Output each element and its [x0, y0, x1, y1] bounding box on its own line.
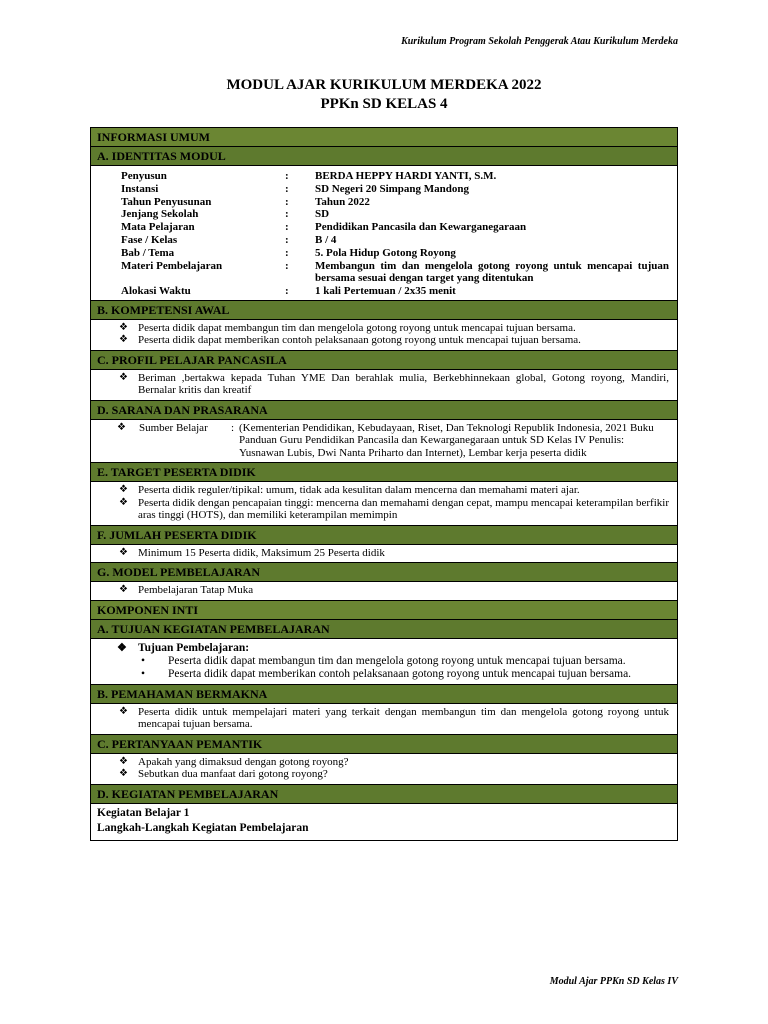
diamond-bullet-icon: ❖: [119, 496, 128, 508]
running-header: Kurikulum Program Sekolah Penggerak Atau Kurikulum Merdeka: [401, 36, 678, 47]
running-footer: Modul Ajar PPKn SD Kelas IV: [549, 976, 678, 987]
pemahaman-content: [91, 704, 677, 735]
diamond-bullet-icon: ❖: [119, 755, 128, 767]
diamond-bullet-icon: ❖: [119, 371, 128, 383]
list-item: ❖ Peserta didik dapat membangun tim dan mengelola gotong royong untuk mencapai tujuan bersama.: [119, 321, 576, 334]
identitas-row: Materi Pembelajaran : Membangun tim dan mengelola gotong royong untuk mencapai tujuan bersama sesuai dengan target yang ditentukan: [121, 259, 669, 285]
section-target-peserta-didik: E. TARGET PESERTA DIDIK: [91, 463, 677, 482]
tujuan-content: [91, 639, 677, 685]
identitas-row: Fase / Kelas : B / 4: [121, 233, 337, 246]
diamond-bullet-icon: ❖: [119, 321, 128, 333]
list-item: ❖ Peserta didik reguler/tipikal: umum, tidak ada kesulitan dalam mencerna dan memahami materi ajar.: [119, 484, 580, 497]
identitas-row: Jenjang Sekolah : SD: [121, 208, 330, 221]
section-model-pembelajaran: G. MODEL PEMBELAJARAN: [91, 563, 677, 582]
identitas-row: Bab / Tema : 5. Pola Hidup Gotong Royong: [121, 246, 456, 259]
list-item: ❖ Sebutkan dua manfaat dari gotong royong?: [119, 768, 328, 781]
target-content: [91, 482, 677, 526]
list-item: ❖ Pembelajaran Tatap Muka: [119, 584, 254, 597]
title-line-2: PPKn SD KELAS 4: [320, 96, 448, 112]
identitas-grid: [91, 166, 677, 301]
section-identitas-modul: A. IDENTITAS MODUL: [91, 147, 677, 166]
identitas-row: Instansi : SD Negeri 20 Simpang Mandong: [121, 182, 470, 195]
identitas-row: Alokasi Waktu : 1 kali Pertemuan / 2x35 menit: [121, 285, 456, 298]
sumber-belajar-value: (Kementerian Pendidikan, Kebudayaan, Riset, Dan Teknologi Republik Indonesia, 2021 Buku Panduan Guru Pendidikan Pancasila dan Kewarganegaraan untuk SD Kelas IV Penulis: Yusnawan Lubis, Dwi Nanta Priharto dan Internet), Lembar kerja peserta didik: [239, 421, 654, 459]
dot-bullet-icon: •: [141, 667, 146, 680]
list-item: ❖ Beriman ,bertakwa kepada Tuhan YME Dan berahlak mulia, Berkebhinnekaan global, Gotong royong, Mandiri, Bernalar kritis dan kreatif: [119, 371, 669, 397]
diamond-bullet-icon: ❖: [117, 641, 127, 654]
list-item: ❖ Peserta didik dapat memberikan contoh pelaksanaan gotong royong untuk mencapai tujuan bersama.: [119, 334, 581, 347]
section-profil-pelajar-pancasila: C. PROFIL PELAJAR PANCASILA: [91, 351, 677, 370]
section-jumlah-peserta-didik: F. JUMLAH PESERTA DIDIK: [91, 526, 677, 545]
diamond-bullet-icon: ❖: [119, 484, 128, 496]
section-kompetensi-awal: B. KOMPETENSI AWAL: [91, 301, 677, 320]
list-item: ❖ Peserta didik dengan pencapaian tinggi: mencerna dan memahami dengan cepat, mampu mencapai keterampilan berfikir aras tinggi (HOTS), dan memiliki keterampilan memimpin: [119, 496, 669, 522]
list-item: • Peserta didik dapat membangun tim dan mengelola gotong royong untuk mencapai tujuan bersama.: [141, 654, 626, 667]
section-tujuan-kegiatan: A. TUJUAN KEGIATAN PEMBELAJARAN: [91, 620, 677, 639]
diamond-bullet-icon: ❖: [119, 546, 128, 558]
section-komponen-inti: KOMPONEN INTI: [91, 601, 677, 620]
pertanyaan-content: [91, 754, 677, 785]
list-item: ❖ Minimum 15 Peserta didik, Maksimum 25 Peserta didik: [119, 546, 385, 559]
sarana-content: [91, 420, 677, 464]
kompetensi-awal-content: [91, 320, 677, 351]
identitas-row: Penyusun : BERDA HEPPY HARDI YANTI, S.M.: [121, 170, 497, 182]
sumber-belajar-label: Sumber Belajar: [139, 421, 208, 434]
langkah-kegiatan-title: Langkah-Langkah Kegiatan Pembelajaran: [97, 821, 309, 834]
model-content: [91, 582, 677, 601]
list-item: ❖ Apakah yang dimaksud dengan gotong royong?: [119, 755, 349, 768]
kegiatan-content: [91, 804, 677, 840]
title-line-1: MODUL AJAR KURIKULUM MERDEKA 2022: [226, 77, 542, 93]
diamond-bullet-icon: ❖: [119, 705, 128, 717]
document-title: [0, 76, 768, 114]
dot-bullet-icon: •: [141, 654, 146, 667]
diamond-bullet-icon: ❖: [119, 768, 128, 780]
section-informasi-umum: INFORMASI UMUM: [91, 128, 677, 147]
kegiatan-belajar-title: Kegiatan Belajar 1: [97, 806, 190, 819]
list-item: • Peserta didik dapat memberikan contoh pelaksanaan gotong royong untuk mencapai tujuan bersama.: [141, 667, 632, 680]
identitas-row: Mata Pelajaran : Pendidikan Pancasila dan Kewarganegaraan: [121, 221, 527, 234]
section-pemahaman-bermakna: B. PEMAHAMAN BERMAKNA: [91, 685, 677, 704]
section-sarana-prasarana: D. SARANA DAN PRASARANA: [91, 401, 677, 420]
module-table: [90, 127, 678, 841]
jumlah-content: [91, 545, 677, 564]
section-kegiatan-pembelajaran: D. KEGIATAN PEMBELAJARAN: [91, 785, 677, 804]
list-item: ❖ Peserta didik untuk mempelajari materi yang terkait dengan membangun tim dan mengelola gotong royong untuk mencapai tujuan bersama.: [119, 705, 669, 731]
tujuan-heading: ❖ Tujuan Pembelajaran:: [117, 641, 250, 654]
section-pertanyaan-pemantik: C. PERTANYAAN PEMANTIK: [91, 735, 677, 754]
diamond-bullet-icon: ❖: [119, 334, 128, 346]
sumber-belajar-row: ❖ Sumber Belajar : (Kementerian Pendidikan, Kebudayaan, Riset, Dan Teknologi Republik Indonesia, 2021 Buku Panduan Guru Pendidikan Pancasila dan Kewarganegaraan untuk SD Kelas IV Penulis: Yusnawan Lubis, Dwi Nanta Priharto dan Internet), Lembar kerja peserta didik: [91, 422, 669, 460]
diamond-bullet-icon: ❖: [119, 584, 128, 596]
identitas-row: Tahun Penyusunan : Tahun 2022: [121, 195, 370, 208]
profil-pancasila-content: [91, 370, 677, 401]
diamond-bullet-icon: ❖: [117, 421, 126, 433]
